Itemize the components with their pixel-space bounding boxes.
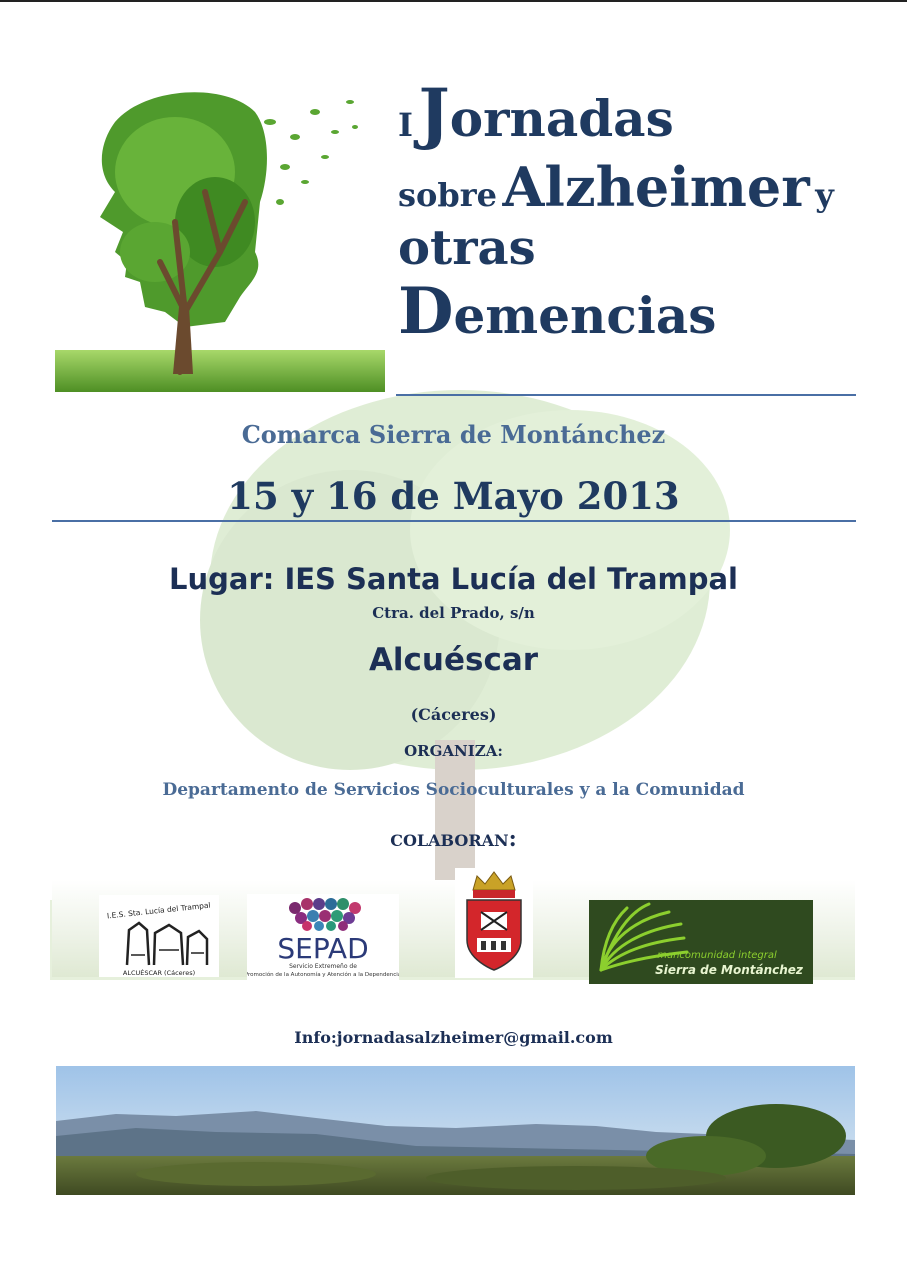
svg-text:Sierra de Montánchez: Sierra de Montánchez — [655, 963, 803, 977]
ies-logo — [99, 895, 219, 977]
svg-text:Promoción de la Autonomía y At: Promoción de la Autonomía y Atención a la Dependencia — [247, 972, 399, 978]
head-tree-image — [55, 82, 385, 392]
svg-text:Servicio Extremeño de: Servicio Extremeño de — [289, 963, 357, 970]
venue-address: Ctra. del Prado, s/n — [372, 604, 535, 622]
sepad-logo — [247, 894, 399, 982]
mancomunidad-logo — [589, 900, 813, 984]
svg-text:ALCUÉSCAR (Cáceres): ALCUÉSCAR (Cáceres) — [122, 969, 196, 977]
title-line-1: I Jornadas — [398, 74, 674, 152]
event-date: 15 y 16 de Mayo 2013 — [227, 474, 680, 518]
svg-text:I.E.S. Sta. Lucía del Trampal: I.E.S. Sta. Lucía del Trampal — [106, 900, 211, 921]
coat-of-arms-logo — [455, 868, 533, 978]
collaborator-logos — [52, 880, 855, 977]
title-line-4: Demencias — [398, 274, 717, 349]
svg-text:SEPAD: SEPAD — [277, 932, 369, 965]
date-divider — [52, 520, 856, 522]
collaborators-label: COLABORAN: — [390, 826, 517, 852]
venue-town: Alcuéscar — [368, 642, 539, 678]
title-line-3: otras — [398, 220, 536, 276]
region-name: Comarca Sierra de Montánchez — [241, 420, 666, 449]
venue-province: (Cáceres) — [410, 705, 497, 724]
contact-email[interactable]: Info:jornadasalzheimer@gmail.com — [294, 1028, 613, 1047]
title-line-2: sobre Alzheimer y — [398, 155, 834, 219]
event-title — [398, 74, 888, 349]
title-divider — [396, 394, 856, 396]
top-border — [0, 0, 907, 2]
svg-text:mancomunidad integral: mancomunidad integral — [657, 950, 777, 961]
landscape-photo — [56, 1066, 855, 1195]
venue: Lugar: IES Santa Lucía del Trampal — [169, 562, 738, 596]
organizer-label: ORGANIZA: — [404, 742, 503, 760]
organizer-name: Departamento de Servicios Socioculturales y a la Comunidad — [162, 780, 745, 800]
